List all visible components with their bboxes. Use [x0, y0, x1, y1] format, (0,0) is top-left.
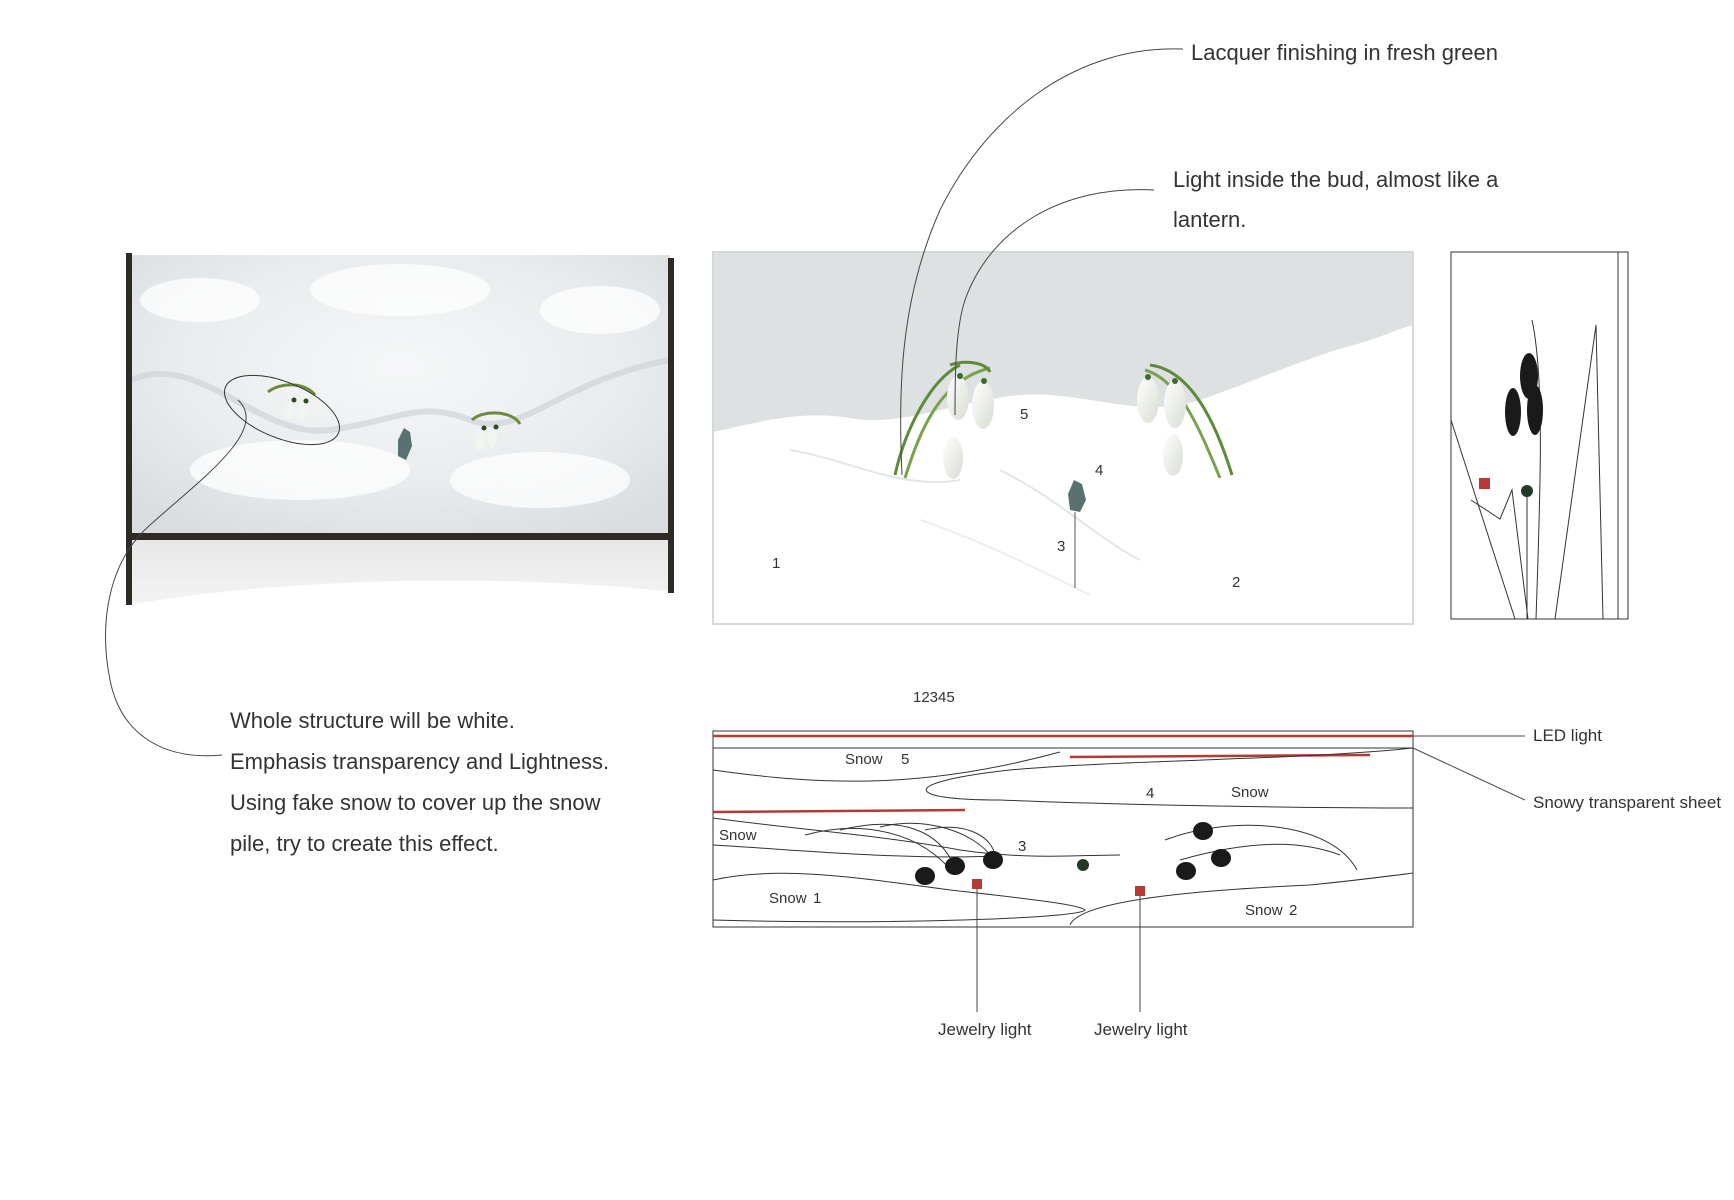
callout-jewelry-light-1: Jewelry light	[938, 1020, 1032, 1039]
layer-right-curve-2	[1180, 844, 1340, 860]
layer-label-snow5: Snow	[845, 751, 883, 768]
note-line: Using fake snow to cover up the snow	[230, 790, 601, 815]
side-stem-1	[1451, 420, 1515, 619]
layer-2	[1070, 873, 1413, 925]
layer-label-3: 3	[1018, 838, 1027, 855]
side-bud-3	[1527, 385, 1543, 435]
section-stems	[805, 823, 995, 875]
front-num-4: 4	[1095, 462, 1104, 479]
side-jewelry-light	[1479, 478, 1490, 489]
layer-label-snow5-num: 5	[901, 751, 910, 768]
layer-mid	[713, 845, 1000, 857]
front-num-5: 5	[1020, 406, 1029, 423]
callout-jewelry-light-2: Jewelry light	[1094, 1020, 1188, 1039]
note-line: Emphasis transparency and Lightness.	[230, 749, 610, 774]
front-num-3: 3	[1057, 538, 1066, 555]
side-bud-2	[1505, 388, 1521, 436]
section-jewelry-light-2	[1135, 886, 1145, 896]
layer-5	[713, 752, 1060, 781]
annotation-light-line2: lantern.	[1173, 207, 1247, 232]
frame-right-edge	[668, 258, 674, 593]
section-view	[713, 689, 1721, 1039]
section-heading: 12345	[913, 689, 955, 706]
layer-label-4: 4	[1146, 785, 1155, 802]
section-buds	[915, 822, 1231, 885]
side-blade	[1555, 325, 1603, 619]
front-num-1: 1	[772, 555, 781, 572]
section-green-light	[1077, 859, 1089, 871]
stand-base	[128, 535, 673, 605]
front-num-2: 2	[1232, 574, 1241, 591]
layer-label-snow1: Snow	[769, 890, 807, 907]
note-line: Whole structure will be white.	[230, 708, 515, 733]
layer-label-snow1-num: 1	[813, 890, 822, 907]
layer-label-snow-mid: Snow	[719, 827, 757, 844]
led-strip-mid	[1070, 755, 1370, 757]
side-green-light	[1521, 485, 1533, 497]
layer-label-snow2: Snow	[1245, 902, 1283, 919]
callout-snowy-sheet: Snowy transparent sheet	[1533, 793, 1722, 812]
front-view	[713, 252, 1413, 624]
layer-label-snow2-num: 2	[1289, 902, 1298, 919]
leader-sheet	[1413, 748, 1525, 800]
side-view	[1451, 252, 1628, 619]
annotation-lacquer: Lacquer finishing in fresh green	[1191, 40, 1498, 65]
frame-shelf	[131, 533, 671, 540]
annotation-light-line1: Light inside the bud, almost like a	[1173, 167, 1499, 192]
led-strip-left	[713, 810, 965, 812]
callout-led-light: LED light	[1533, 726, 1602, 745]
design-notes	[230, 700, 650, 864]
layer-label-snow4: Snow	[1231, 784, 1269, 801]
display-photo	[126, 253, 674, 605]
note-line: pile, try to create this effect.	[230, 831, 499, 856]
section-jewelry-light-1	[972, 879, 982, 889]
